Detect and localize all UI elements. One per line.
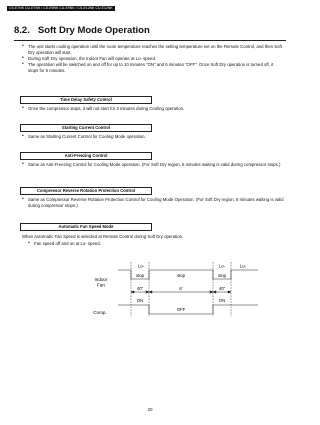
compressor-on-label: ON xyxy=(136,298,144,303)
compressor-on-label: ON xyxy=(218,298,226,303)
intro-bullet: • During Soft Dry operation, the Indoor Fan will operate at Lo- speed. xyxy=(22,56,284,62)
reverse-rotation-list xyxy=(22,197,284,209)
auto-fan-heading: Automatic Fan Speed Mode xyxy=(20,223,152,231)
compressor-waveform xyxy=(118,305,258,314)
reverse-rotation-heading: Compressor Reverse Rotation Protection Control xyxy=(20,187,152,195)
section-title-text: Soft Dry Mode Operation xyxy=(37,25,150,36)
anti-freezing-text: • Same as Anti-Freezing Control for Cooling Mode operation. (For Soft Dry region, 6 minutes waiting is valid during compressor stops.) xyxy=(22,162,284,168)
auto-fan-bullet: • Fan speed off and on at Lo- speed. xyxy=(28,241,278,247)
anti-freezing-heading: Anti-Freezing Control xyxy=(20,152,152,160)
compressor-off-label: OFF xyxy=(176,307,186,312)
lo-speed-label: Lo- xyxy=(239,263,247,269)
stop-label: stop xyxy=(217,273,227,278)
document-header-tag: CS-E7NK CU-E7NK / CS-E9NK CU-E9NK / CS-E12NK CU-E12NK xyxy=(9,6,113,10)
page-number: 20 xyxy=(147,407,153,412)
duration-arrows xyxy=(131,291,231,293)
starting-current-heading: Starting Current Control xyxy=(20,124,152,132)
section-title xyxy=(14,25,150,36)
anti-freezing-list xyxy=(22,162,284,168)
indoor-fan-label: Fan xyxy=(97,282,105,288)
section-number: 8.2. xyxy=(14,25,30,36)
lo-speed-label: Lo- xyxy=(218,263,226,269)
stop-label: stop xyxy=(176,273,186,278)
time-delay-text: • Once the compressor stops, it will not start for 3 minutes during Cooling operation. xyxy=(22,106,284,112)
starting-current-text: • Same as Starting Current Control for Cooling Mode operation. xyxy=(22,134,284,140)
fan-timing-diagram xyxy=(0,258,300,368)
time-delay-heading: Time Delay Safety Control xyxy=(20,96,152,104)
intro-bullet-list xyxy=(22,44,284,74)
section-title-rule xyxy=(14,40,286,41)
intro-bullet: • The operation will be switched on and off for up to 10 minutes "ON" and 6 minutes "OFF". Once Soft Dry operation is turned off, it stops for 6 minutes. xyxy=(22,62,284,73)
time-delay-list xyxy=(22,106,284,112)
duration-label: 6' xyxy=(179,286,183,291)
auto-fan-text: When Automatic Fan Speed is selected at Remote Control during Soft Dry operation. xyxy=(22,234,184,239)
starting-current-list xyxy=(22,134,284,140)
stop-label: stop xyxy=(135,273,145,278)
duration-label: 40" xyxy=(136,286,144,291)
lo-speed-label: Lo- xyxy=(137,263,145,269)
compressor-label: Comp. xyxy=(93,310,107,315)
indoor-fan-label: Indoor xyxy=(94,277,108,282)
auto-fan-list xyxy=(28,241,278,247)
intro-bullet: • The unit starts cooling operation until the room temperature reaches the setting temperature set on the Remote Control, and then Soft Dry operation will start. xyxy=(22,44,284,55)
reverse-rotation-text: • Same as Compressor Reverse Rotation Protection Control for Cooling Mode Operation. (For Soft Dry region, 6 minutes waiting is valid during compressor stops.) xyxy=(22,197,284,208)
duration-label: 40" xyxy=(218,286,226,291)
